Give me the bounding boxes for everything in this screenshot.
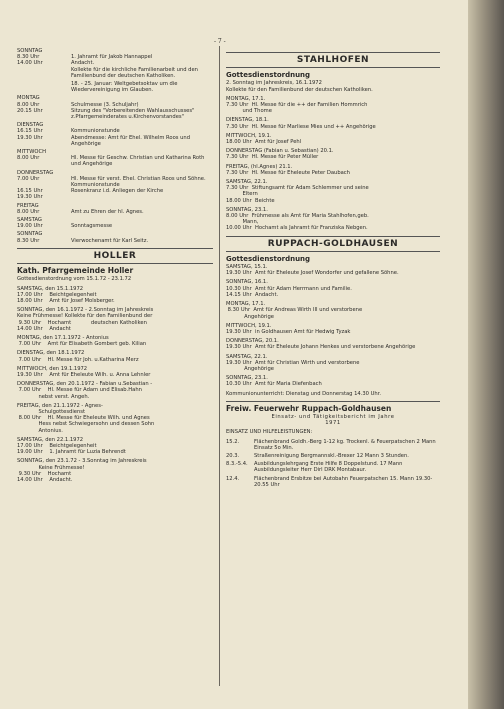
schedule-entry: MITTWOCH, 19.1. 18.00 Uhr Amt für Josef Pehl xyxy=(226,132,302,146)
schedule-entry xyxy=(17,81,213,93)
report-row xyxy=(226,461,440,473)
schedule-entry: FREITAG, den 21.1.1972 - Agnes- Schulgottesdienst 8.00 Uhr Hl. Messe für Eheleute Wilh. und Agnes Hess nebst Schwiegersohn und dessen Sohn Antonius. xyxy=(17,402,155,434)
schedule-entry: MONTAG, den 17.1.1972 - Antonius 7.00 Uhr Amt für Elisabeth Gombert geb. Kilian xyxy=(17,334,147,348)
schedule-entry: SONNTAG, 23.1. 8.00 Uhr Frühmesse als Amt für Maria Stahlhofen,geb. Mann, 10.00 Uhr Hochamt als Jahramt für Franziska Nebgen. xyxy=(226,206,369,232)
schedule-entry xyxy=(17,122,213,147)
schedule-entry: SONNTAG, den 16.1.1972 - 2.Sonntag im Jahreskreis Keine Frühmesse! Kollekte für den Familienbund der 9.30 Uhr Hochamt deutschen Katholiken 14.00 Uhr Andacht xyxy=(17,307,154,332)
report-text: Ausbildungslehrgang Erste Hilfe 8 Doppelstund. 17 Mann Ausbildungsleiter Herr Dirl DRK Montabaur. xyxy=(254,461,403,474)
schedule-entry xyxy=(17,95,213,120)
entry-time: MITTWOCH 8.00 Uhr xyxy=(17,149,46,162)
entry-time: MONTAG 8.00 Uhr 20.15 Uhr xyxy=(17,95,43,114)
holler-schedule xyxy=(17,286,213,484)
feuerwehr-subtitle: Einsatz- und Tätigkeitsbericht im Jahre 1971 xyxy=(271,413,395,427)
report-text: Flächenbrand Goldh.-Berg 1-12 kg. Trockenl. & Feuerpatschen 2 Mann Einsatz 5o Min. xyxy=(254,438,436,451)
right-column xyxy=(226,48,440,490)
report-text: Flächenbrand Ersbitze bei Autobahn Feuerpatschen 15. Mann 19.30-20.55 Uhr xyxy=(254,475,433,488)
entry-text: Amt zu Ehren der hl. Agnes. xyxy=(71,208,144,215)
entry-time: SONNTAG 8.30 Uhr xyxy=(17,231,43,244)
report-date: 8.3.-5.4. xyxy=(226,461,248,468)
schedule-entry: SONNTAG, 23.1. 10.30 Uhr Amt für Maria Diefenbach xyxy=(226,375,322,388)
schedule-entry: SAMSTAG, den 15.1.1972 17.00 Uhr Beichtgelegenheit 18.00 Uhr Amt für Josef Molsberger. xyxy=(17,285,115,304)
report-row xyxy=(226,453,440,459)
holler-title: HOLLER xyxy=(17,248,213,264)
entry-time: SAMSTAG 19.00 Uhr xyxy=(17,217,43,230)
schedule-entry: DONNERSTAG (Fabian u. Sebastian) 20.1. 7.30 Uhr Hl. Messe für Peter Müller xyxy=(226,148,334,161)
holler-header: Kath. Pfarrgemeinde Holler xyxy=(17,266,134,276)
schedule-entry: SONNTAG, den 23.1.72 - 3.Sonntag im Jahreskreis Keine Frühmesse! 9.30 Uhr Hochamt 14.00 Uhr Andacht. xyxy=(17,458,147,483)
entry-text: Vierwochenamt für Karl Seitz. xyxy=(71,237,149,244)
schedule-entry: MONTAG, 17.1. 8.30 Uhr Amt für Andreas Wirth III und verstorbene Angehörige xyxy=(226,301,363,320)
schedule-entry: SAMSTAG, 22.1. 7.30 Uhr Stiftungsamt für Adam Schlemmer und seine Eltern 18.00 Uhr Beichte xyxy=(226,179,369,204)
stahlhofen-schedule xyxy=(226,96,440,232)
entry-time: DIENSTAG 16.15 Uhr 19.30 Uhr xyxy=(17,122,44,141)
schedule-entry: SONNTAG, 16.1. 10.30 Uhr Amt für Adam Herrmann und Familie. 14.15 Uhr Andacht. xyxy=(226,279,352,298)
ruppach-order: Gottesdienstordnung xyxy=(226,254,311,263)
entry-text: 18. - 25. Januar: Weltgebetsoktav um die Wiedervereinigung im Glauben. xyxy=(71,81,178,94)
ruppach-note: Kommunionunterricht: Dienstag und Donnerstag 14.30 Uhr. xyxy=(226,390,381,397)
report-date: 15.2. xyxy=(226,438,240,445)
report-row xyxy=(226,476,440,488)
schedule-entry: DONNERSTAG, 20.1. 19.30 Uhr Amt für Eheleute Johann Henkes und verstorbene Angehörige xyxy=(226,338,416,351)
schedule-entry xyxy=(17,203,213,215)
stahlhofen-intro: 2. Sonntag im Jahreskreis, 16.1.1972 Kollekte für den Familienbund der deutschen Katholiken. xyxy=(226,80,373,93)
feuerwehr-title: Freiw. Feuerwehr Ruppach-Goldhausen xyxy=(226,403,392,413)
stahlhofen-title: STAHLHOFEN xyxy=(226,52,440,68)
ruppach-title: RUPPACH-GOLDHAUSEN xyxy=(226,236,440,252)
entry-time xyxy=(17,81,71,93)
schedule-entry xyxy=(17,217,213,229)
entry-text: Sonntagsmesse xyxy=(71,223,113,230)
entry-text: Kommunionstunde Abendmesse: Amt für Ehel. Wilhelm Roos und Angehörige xyxy=(71,128,190,147)
feuerwehr-heading: EINSATZ UND HILFELEISTUNGEN: xyxy=(226,429,313,436)
entry-time: DONNERSTAG 7.00 Uhr 16.15 Uhr 19.30 Uhr xyxy=(17,169,54,201)
report-date: 20.3. xyxy=(226,452,240,459)
schedule-entry: SAMSTAG, den 22.1.1972 17.00 Uhr Beichtgelegenheit 19.00 Uhr 1. Jahramt für Luzia Behrendt xyxy=(17,436,126,456)
entry-text: Hl. Messe für verst. Ehel. Christian Roos und Söhne. Kommunionstunde Rosenkranz i.d. Anliegen der Kirche xyxy=(71,175,206,195)
entry-text: 1. Jahramt für Jakob Hannappel Andacht. Kollekte für die kirchliche Familienarbeit und den Familienbund der deutschen Katholiken. xyxy=(71,54,198,79)
schedule-entry: MITTWOCH, 19.1. 19.30 Uhr in Goldhausen Amt für Hedwig Tyzak xyxy=(226,322,351,335)
feuerwehr-report xyxy=(226,439,440,488)
schedule-entry: SAMSTAG, 22.1. 19.30 Uhr Amt für Christian Wirth und verstorbene Angehörige xyxy=(226,353,360,372)
entry-text: Hl. Messe für Geschw. Christian und Katharina Roth und Angehörige xyxy=(71,155,205,168)
section-rule xyxy=(226,401,440,402)
entry-time: FREITAG 8.00 Uhr xyxy=(17,202,40,215)
schedule-entry: FREITAG, (hl.Agnes) 21.1. 7.30 Uhr Hl. Messe für Eheleute Peter Daubach xyxy=(226,163,350,176)
holler-order: Gottesdienstordnung vom 15.1.72 - 23.1.72 xyxy=(17,276,132,283)
schedule-entry xyxy=(17,48,213,79)
schedule-entry: MONTAG, 17.1. 7.30 Uhr Hl. Messe für die ++ der Familien Hommrich und Thome xyxy=(226,95,368,115)
entry-text: Schulmesse (3. Schuljahr) Sitzung des "Vorbereitenden Wahlausschusses" z.Pfarrgemeinderates u.Kirchenvorstandes" xyxy=(71,101,195,121)
schedule-entry: DIENSTAG, den 18.1.1972 7.00 Uhr Hl. Messe für Joh. u.Katharina Merz xyxy=(17,350,139,363)
schedule-entry xyxy=(17,231,213,243)
left-column xyxy=(17,48,213,486)
entry-time: SONNTAG 8.30 Uhr 14.00 Uhr xyxy=(17,48,43,67)
ruppach-schedule xyxy=(226,264,440,387)
report-row xyxy=(226,439,440,451)
report-text: Straßenreinigung Bergmannskl.-Brexer 12 Mann 3 Stunden. xyxy=(254,452,409,459)
schedule-entry: DONNERSTAG, den 20.1.1972 - Fabian u.Sebastian - 7.00 Uhr Hl. Messe für Adam und Elisab.Hahn nebst verst. Angeh. xyxy=(17,381,153,400)
book-spine xyxy=(468,0,504,709)
schedule-entry: DIENSTAG, 18.1. 7.30 Uhr Hl. Messe für Marliese Mies und ++ Angehörige xyxy=(226,117,376,130)
schedule-entry: MITTWOCH, den 19.1.1972 19.30 Uhr Amt für Eheleute Wilh. u. Anna Lehnler xyxy=(17,365,151,378)
schedule-entry xyxy=(17,170,213,201)
page-number: - 7 - xyxy=(214,38,226,45)
column-divider xyxy=(219,46,220,686)
stahlhofen-order: Gottesdienstordnung xyxy=(226,71,311,80)
schedule-entry: SAMSTAG, 15.1. 19.30 Uhr Amt für Eheleute Josef Wondorfer und gefallene Söhne. xyxy=(226,264,399,277)
report-date: 12.4. xyxy=(226,475,240,482)
left-top-schedule xyxy=(17,48,213,244)
schedule-entry xyxy=(17,149,213,168)
